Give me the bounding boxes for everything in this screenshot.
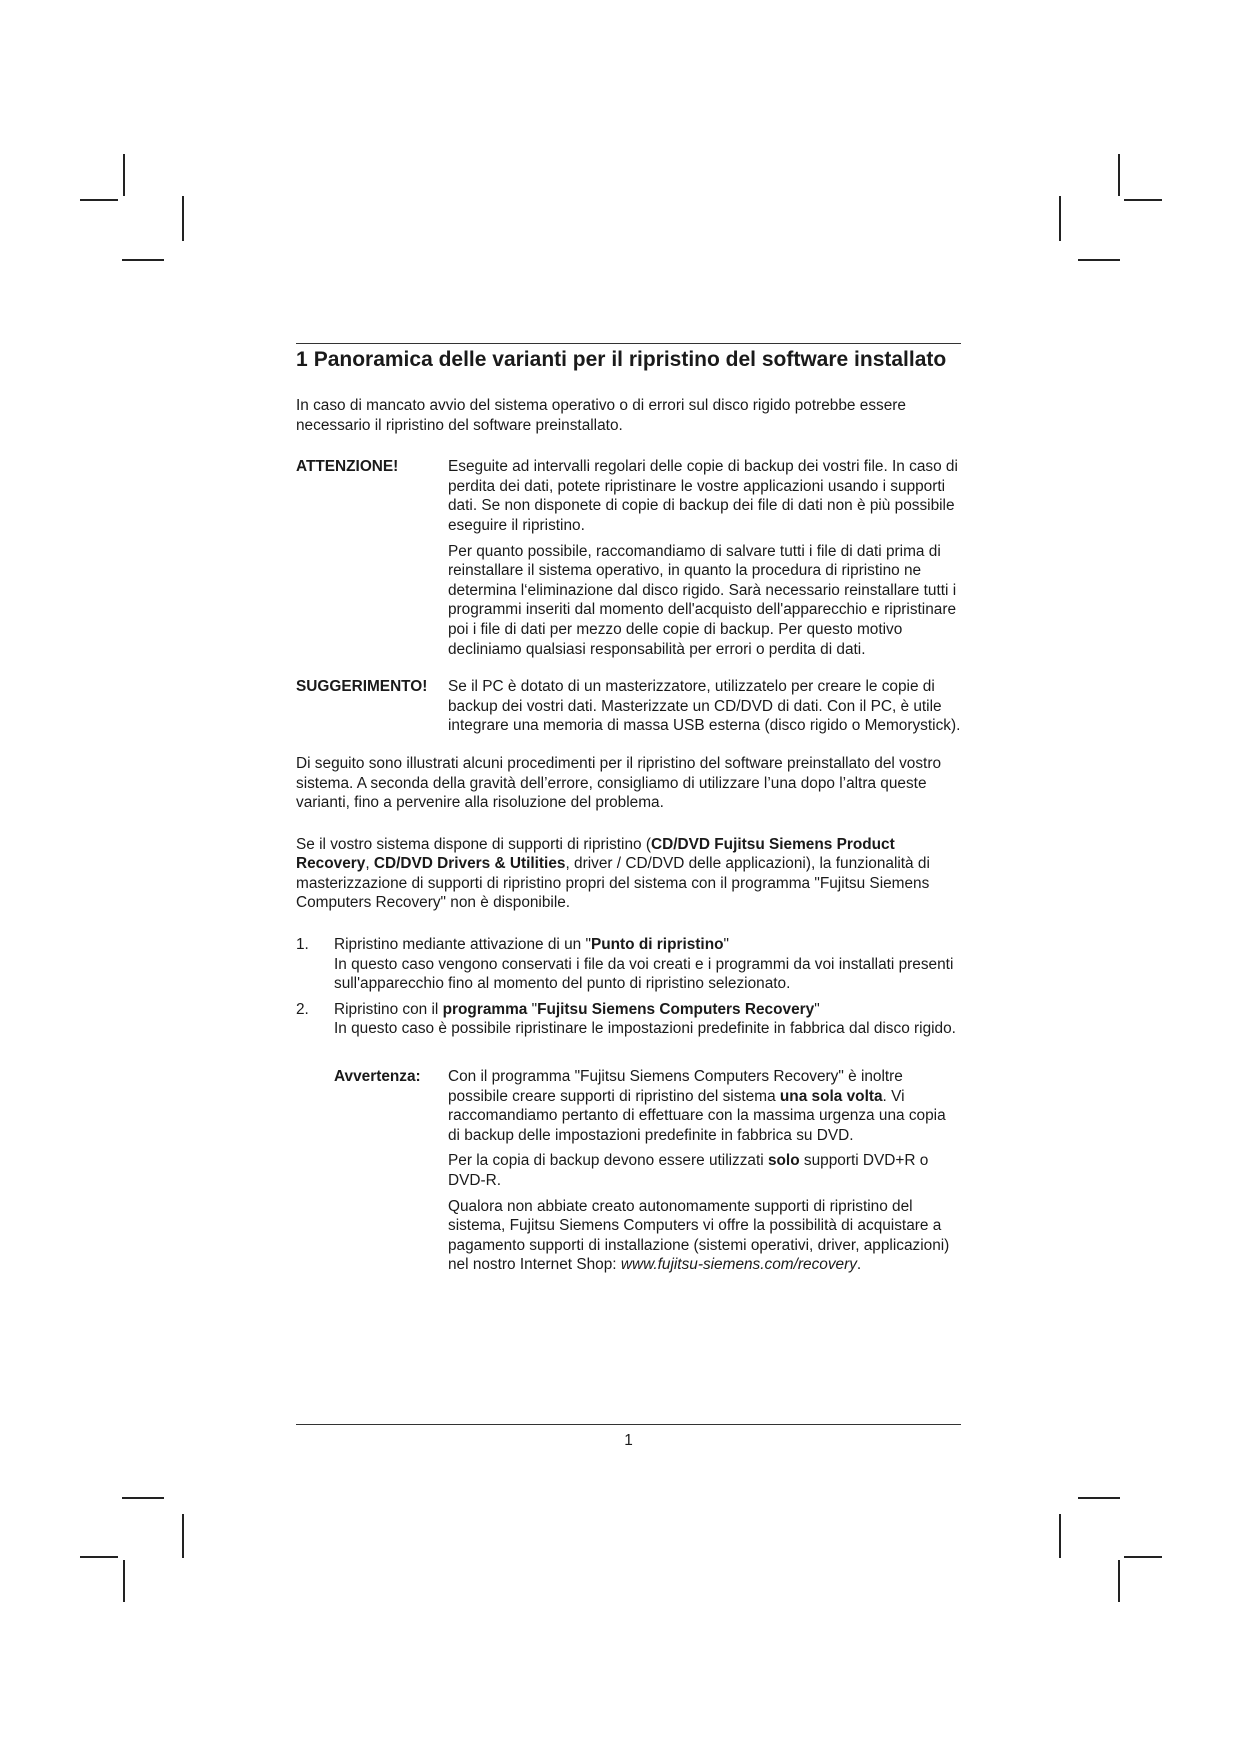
intro-paragraph: In caso di mancato avvio del sistema operativo o di errori sul disco rigido potrebbe essere necessario il ripristino del software preinstallato. bbox=[296, 397, 906, 434]
crop-mark bbox=[1059, 1514, 1061, 1558]
crop-mark bbox=[1059, 196, 1061, 241]
crop-mark bbox=[1118, 1560, 1120, 1602]
warning-note bbox=[334, 1067, 961, 1275]
warning-paragraph: Qualora non abbiate creato autonomamente supporti di ripristino del sistema, Fujitsu Siemens Computers vi offre la possibilità di acquistare a pagamento supporti di installazione (sistemi operativi, driver, applicazioni) nel nostro Internet Shop: www.fujitsu-siemens.com/recovery. bbox=[448, 1197, 950, 1274]
page-number: 1 bbox=[624, 1432, 633, 1449]
attention-note bbox=[296, 457, 961, 659]
step-description: In questo caso vengono conservati i file da voi creati e i programmi da voi installati presenti sull'apparecchio fino al momento del punto di ripristino selezionato. bbox=[334, 955, 954, 993]
list-item bbox=[296, 935, 961, 994]
header-rule bbox=[296, 343, 961, 344]
warning-label: Avvertenza: bbox=[334, 1068, 421, 1086]
crop-mark bbox=[1078, 1497, 1120, 1499]
crop-mark bbox=[1078, 259, 1120, 261]
footer-rule bbox=[296, 1424, 961, 1425]
section-title: Panoramica delle varianti per il ripristino del software installato bbox=[313, 348, 947, 371]
step-description: In questo caso è possibile ripristinare le impostazioni predefinite in fabbrica dal disco rigido. bbox=[334, 1020, 956, 1038]
attention-paragraph: Per quanto possibile, raccomandiamo di salvare tutti i file di dati prima di reinstallare il sistema operativo, in quanto la procedura di ripristino ne determina l‘eliminazione dal disco rigido. Sarà necessario reinstallare tutti i programmi inseriti dal momento dell'acquisto dell'apparecchio e ripristinare poi i file di dati per mezzo delle copie di backup. Per questo motivo decliniamo qualsiasi responsabilità per errori o perdita di dati. bbox=[448, 542, 957, 658]
variants-paragraph: Di seguito sono illustrati alcuni procedimenti per il ripristino del software preinstallato del vostro sistema. A seconda della gravità dell’errore, consigliamo di utilizzare l’una dopo l’altra queste varianti, fino a pervenire alla risoluzione del problema. bbox=[296, 754, 942, 812]
crop-mark bbox=[80, 1556, 118, 1558]
recovery-steps-list bbox=[296, 935, 961, 1039]
crop-mark bbox=[182, 1514, 184, 1558]
section-number: 1 bbox=[296, 348, 308, 371]
drivers-utilities-name: CD/DVD Drivers & Utilities bbox=[373, 855, 566, 873]
crop-mark bbox=[122, 259, 164, 261]
step-number: 2. bbox=[296, 1000, 309, 1018]
recovery-shop-link[interactable]: www.fujitsu-siemens.com/recovery bbox=[620, 1256, 857, 1274]
crop-mark bbox=[1124, 1556, 1162, 1558]
media-paragraph: Se il vostro sistema dispone di supporti di ripristino (CD/DVD Fujitsu Siemens Product Recovery, CD/DVD Drivers & Utilities, driver / CD/DVD delle applicazioni), la funzionalità di masterizzazione di supporti di ripristino propri del sistema con il programma "Fujitsu Siemens Computers Recovery" non è disponibile. bbox=[296, 835, 930, 912]
suggestion-text: Se il PC è dotato di un masterizzatore, utilizzatelo per creare le copie di backup dei vostri dati. Masterizzate un CD/DVD di dati. Con il PC, è utile integrare una memoria di massa USB esterna (disco rigido o Memorystick). bbox=[448, 678, 961, 735]
crop-mark bbox=[122, 1497, 164, 1499]
attention-label: ATTENZIONE! bbox=[296, 458, 399, 476]
crop-mark bbox=[123, 1560, 125, 1602]
suggestion-note bbox=[296, 677, 961, 736]
crop-mark bbox=[123, 154, 125, 196]
attention-paragraph: Eseguite ad intervalli regolari delle copie di backup dei vostri file. In caso di perdita dei dati, potete ripristinare le vostre applicazioni usando i supporti dati. Se non disponete di copie di backup dei file di dati non è più possibile eseguire il ripristino. bbox=[448, 458, 958, 534]
warning-paragraph: Per la copia di backup devono essere utilizzati solo supporti DVD+R o DVD-R. bbox=[448, 1152, 929, 1189]
section-heading bbox=[296, 346, 961, 374]
crop-mark bbox=[1118, 154, 1120, 196]
warning-paragraph: Con il programma "Fujitsu Siemens Computers Recovery" è inoltre possibile creare supporti di ripristino del sistema una sola volta. Vi raccomandiamo pertanto di effettuare con la massima urgenza una copia di backup delle impostazioni predefinite in fabbrica su DVD. bbox=[448, 1068, 946, 1144]
step-number: 1. bbox=[296, 936, 309, 954]
suggestion-label: SUGGERIMENTO! bbox=[296, 678, 428, 696]
crop-mark bbox=[1124, 199, 1162, 201]
list-item bbox=[296, 1000, 961, 1039]
step-title: Ripristino mediante attivazione di un "Punto di ripristino" bbox=[334, 936, 729, 954]
step-title: Ripristino con il programma "Fujitsu Siemens Computers Recovery" bbox=[334, 1000, 820, 1018]
crop-mark bbox=[80, 199, 118, 201]
product-recovery-name: CD/DVD Fujitsu Siemens Product Recovery bbox=[296, 835, 895, 873]
page-content bbox=[296, 346, 961, 1275]
crop-mark bbox=[182, 196, 184, 241]
